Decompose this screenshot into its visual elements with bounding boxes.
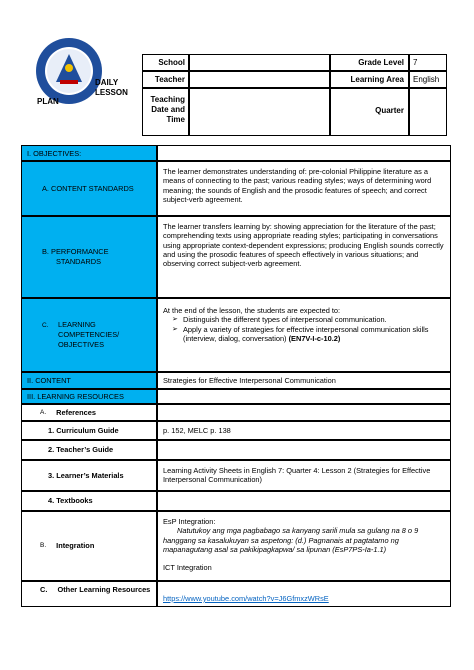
- teacher-field[interactable]: [189, 71, 330, 88]
- school-label-text: School: [158, 58, 185, 67]
- textbooks-label: [21, 491, 157, 511]
- references-label: [21, 404, 157, 421]
- content-standards-text: The learner demonstrates understanding of: pre-colonial Philippine literature as a means of connecting to the past; various reading styles; ways of determining word meaning; the sounds of English and the prosodic features of speech; and correct subject-verb agreement.: [163, 167, 432, 204]
- resources-heading-right: [157, 389, 451, 404]
- learning-area-label: [330, 71, 409, 88]
- objectives-heading-text: I. OBJECTIVES:: [27, 149, 82, 158]
- teaching-line-3: Time: [166, 115, 185, 124]
- learners-materials-label-text: 3. Learner’s Materials: [48, 470, 124, 480]
- performance-standards-text: The learner transfers learning by: showing appreciation for the literature of the past; comprehending texts using appropriate reading styles; participating in conversations using appropriate context-dependent expressions; producing English sounds correctly and using the prosodic features of speech effectively in various situations; and observing correct subject-verb agreement.: [163, 222, 444, 269]
- learners-materials-label: [21, 460, 157, 491]
- objectives-heading: [21, 145, 157, 161]
- ict-text: ICT Integration: [163, 563, 212, 573]
- esp-heading: EsP Integration:: [163, 517, 216, 526]
- competency-item: [183, 325, 445, 344]
- content-heading-text: II. CONTENT: [27, 375, 71, 385]
- teacher-label: [142, 71, 189, 88]
- competencies-cell: [157, 298, 451, 372]
- content-standards-label-text: A. CONTENT STANDARDS: [42, 183, 134, 193]
- learning-area-field[interactable]: [409, 71, 447, 88]
- teaching-line-2: Date and: [151, 105, 185, 114]
- competency-item-1-text: Distinguish the different types of interpersonal communication.: [183, 315, 387, 325]
- other-resources-label: [21, 581, 157, 607]
- quarter-label-text: Quarter: [375, 106, 404, 115]
- competencies-list: [169, 315, 445, 343]
- school-label: [142, 54, 189, 71]
- youtube-link[interactable]: https://www.youtube.com/watch?v=J6GfmxzWRsE: [163, 594, 329, 603]
- integration-label-text: Integration: [56, 541, 95, 551]
- performance-standards-label: [21, 216, 157, 298]
- content-standards-label: [21, 161, 157, 216]
- learners-materials-value: Learning Activity Sheets in English 7: Quarter 4: Lesson 2 (Strategies for Effective Interpersonal Communication): [163, 466, 431, 485]
- competency-item-2-text: Apply a variety of strategies for effective interpersonal communication skills (interview, dialog, conversation): [183, 324, 429, 343]
- grade-level-label: [330, 54, 409, 71]
- other-resources-letter: C.: [40, 585, 48, 594]
- lesson-label: LESSON: [95, 88, 128, 97]
- competencies-line-1: LEARNING: [58, 320, 96, 329]
- resources-heading-text: III. LEARNING RESOURCES: [27, 391, 124, 401]
- teaching-line-1: Teaching: [150, 95, 185, 104]
- other-resources-label-text: Other Learning Resources: [57, 585, 151, 594]
- competencies-line-3: OBJECTIVES: [58, 340, 104, 349]
- quarter-field[interactable]: [409, 88, 447, 136]
- performance-line-2: STANDARDS: [56, 257, 102, 266]
- integration-label: [21, 511, 157, 581]
- school-field[interactable]: [189, 54, 330, 71]
- daily-label: DAILY: [95, 78, 119, 87]
- competency-code: (EN7V-I-c-10.2): [288, 333, 341, 343]
- grade-level-field[interactable]: [409, 54, 447, 71]
- learning-area-label-text: Learning Area: [350, 75, 404, 84]
- learning-area-value: English: [413, 75, 440, 84]
- quarter-label: [330, 88, 409, 136]
- teaching-date-field[interactable]: [189, 88, 330, 136]
- performance-standards-cell: [157, 216, 451, 298]
- references-right: [157, 404, 451, 421]
- content-text: Strategies for Effective Interpersonal Communication: [163, 375, 336, 385]
- competencies-letter: C.: [42, 322, 49, 329]
- performance-line-1: B. PERFORMANCE: [42, 247, 109, 256]
- teaching-date-label: [142, 88, 189, 136]
- curriculum-guide-value: p. 152, MELC p. 138: [163, 425, 231, 435]
- curriculum-guide-label-text: 1. Curriculum Guide: [48, 425, 119, 435]
- plan-label: PLAN: [37, 97, 59, 106]
- grade-level-label-text: Grade Level: [358, 58, 404, 67]
- teacher-label-text: Teacher: [154, 75, 185, 84]
- learners-materials-cell: [157, 460, 451, 491]
- teachers-guide-cell: [157, 440, 451, 460]
- integration-letter: B.: [40, 542, 47, 550]
- teachers-guide-label: [21, 440, 157, 460]
- content-heading: [21, 372, 157, 389]
- competency-item: [183, 315, 445, 324]
- textbooks-cell: [157, 491, 451, 511]
- textbooks-label-text: 4. Textbooks: [48, 496, 93, 506]
- content-standards-cell: [157, 161, 451, 216]
- curriculum-guide-label: [21, 421, 157, 440]
- esp-text: Natutukoy ang mga pagbabago sa kanyang sarili mula sa gulang na 8 o 9 hanggang sa kasalukuyan sa aspetong: (d.) Pagnanais at pagtatamo ng mapanagutang asal sa pakikipagkapwa/ sa lipunan (EsP7PS-Ia-1.1): [163, 526, 419, 554]
- resources-heading: [21, 389, 157, 404]
- objectives-heading-right: [157, 145, 451, 161]
- integration-cell: [157, 511, 451, 581]
- references-label-text: References: [56, 407, 97, 417]
- teachers-guide-label-text: 2. Teacher’s Guide: [48, 445, 114, 455]
- references-letter: A.: [40, 408, 47, 416]
- content-cell: [157, 372, 451, 389]
- other-resources-cell: [157, 581, 451, 607]
- curriculum-guide-cell: [157, 421, 451, 440]
- title-block: [31, 54, 142, 136]
- competencies-intro: At the end of the lesson, the students are expected to:: [163, 306, 341, 315]
- grade-level-value: 7: [413, 58, 418, 67]
- competencies-line-2: COMPETENCIES/: [58, 330, 120, 339]
- competencies-label: [21, 298, 157, 372]
